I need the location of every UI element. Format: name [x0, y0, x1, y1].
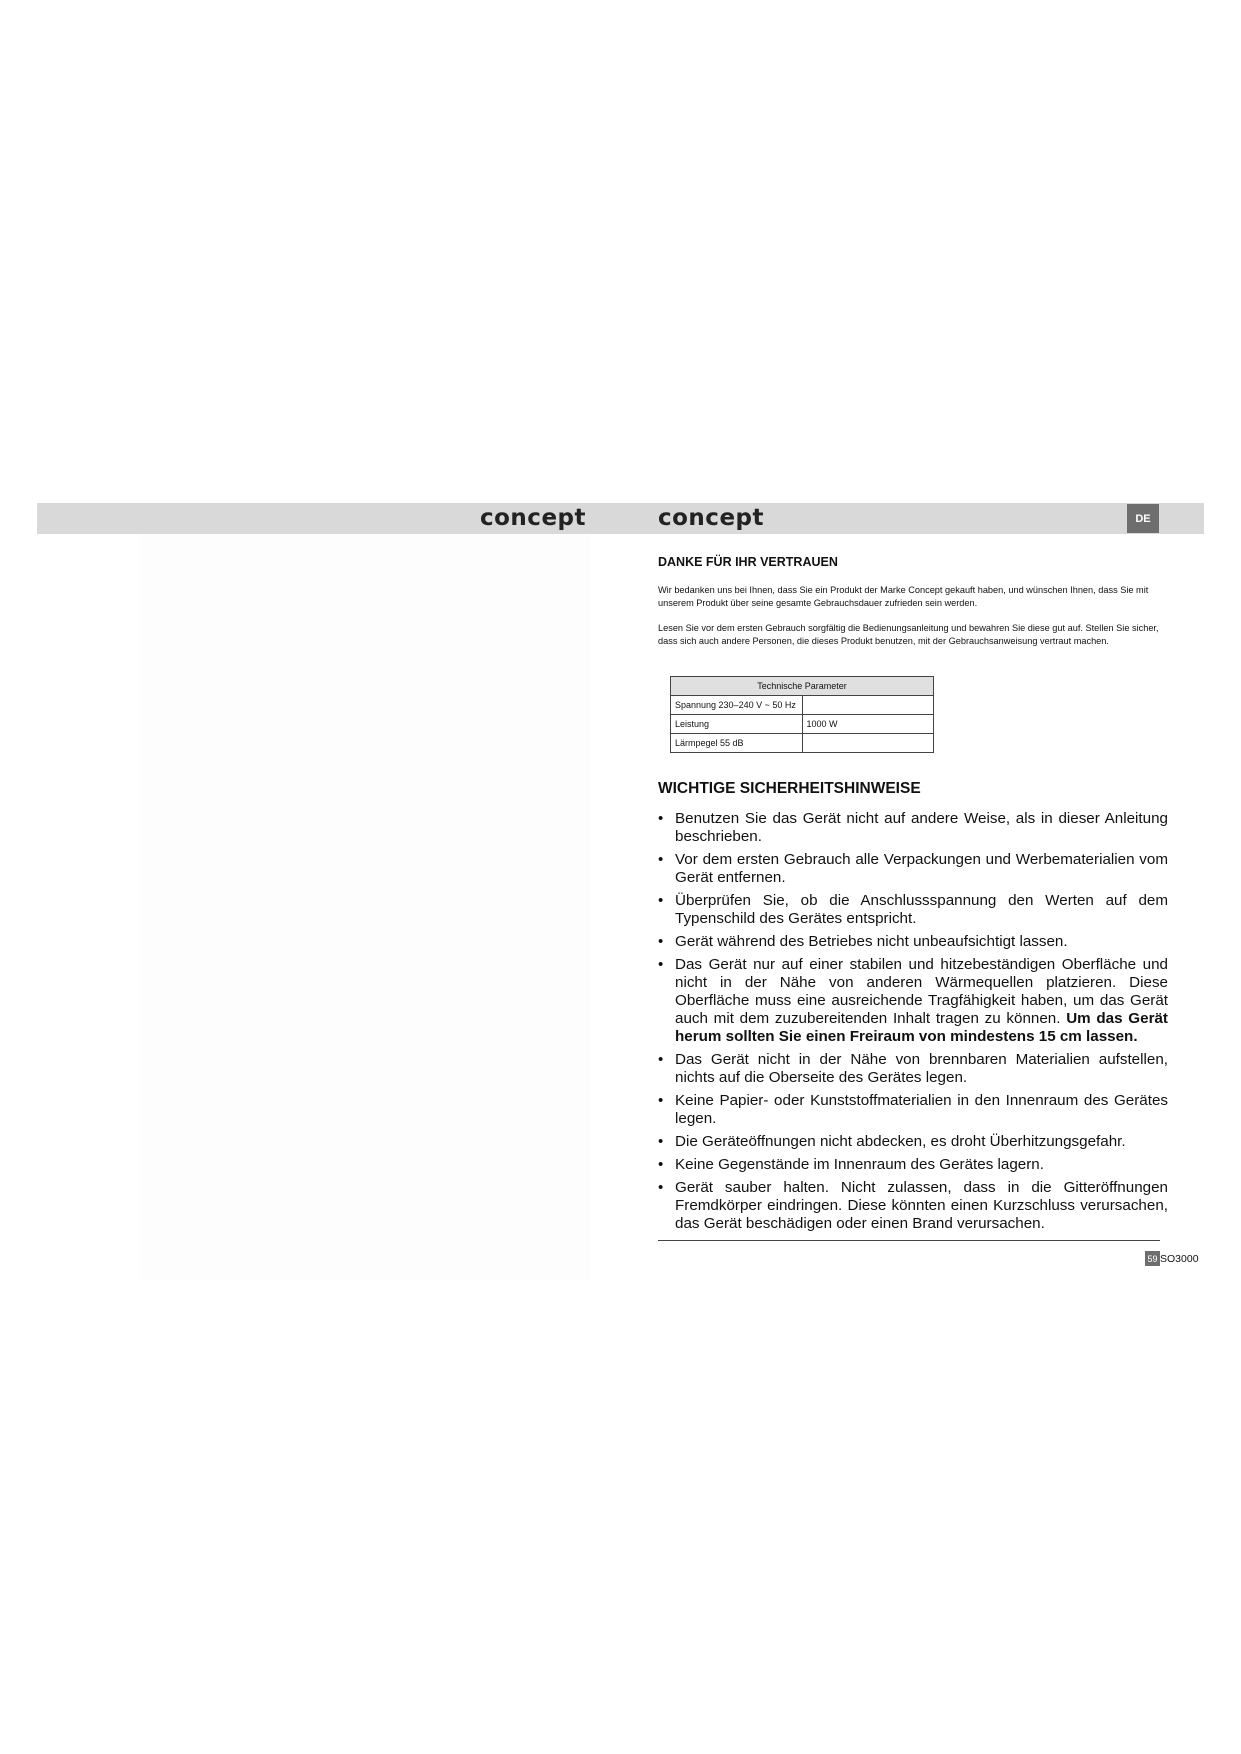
list-item	[658, 851, 1168, 887]
list-item	[658, 1179, 1168, 1233]
list-item-text: Die Geräteöffnungen nicht abdecken, es droht Überhitzungsgefahr.	[675, 1133, 1126, 1150]
table-row	[671, 715, 934, 734]
page-number-badge: 59	[1145, 1251, 1160, 1266]
list-item-text: Keine Papier- oder Kunststoffmaterialien in den Innenraum des Gerätes legen.	[675, 1092, 1168, 1127]
list-item	[658, 1051, 1168, 1087]
list-item-text: Gerät während des Betriebes nicht unbeaufsichtigt lassen.	[675, 933, 1068, 950]
list-item	[658, 1092, 1168, 1128]
list-item-text: Überprüfen Sie, ob die Anschlussspannung den Werten auf dem Typenschild des Gerätes entspricht.	[675, 892, 1168, 927]
table-cell: Lärmpegel 55 dB	[671, 734, 803, 753]
safety-heading: WICHTIGE SICHERHEITSHINWEISE	[658, 780, 921, 797]
table-title: Technische Parameter	[671, 677, 934, 696]
list-item-text: Gerät sauber halten. Nicht zulassen, dass in die Gitteröffnungen Fremdkörper eindringen. Diese könnten einen Kurzschluss verursachen, das Gerät beschädigen oder einen Brand verursachen.	[675, 1179, 1168, 1232]
list-item-text: Vor dem ersten Gebrauch alle Verpackungen und Werbematerialien vom Gerät entfernen.	[675, 851, 1168, 886]
safety-list	[658, 810, 1168, 1238]
list-item	[658, 1156, 1168, 1174]
brand-logo-left: concept	[480, 505, 587, 531]
intro-paragraph-2: Lesen Sie vor dem ersten Gebrauch sorgfältig die Bedienungsanleitung und bewahren Sie diese gut auf. Stellen Sie sicher, dass sich auch andere Personen, die dieses Produkt benutzen, mit der Gebrauchsanweisung vertraut machen.	[658, 623, 1159, 646]
bullet-icon: •	[658, 1092, 664, 1109]
bullet-icon: •	[658, 1133, 664, 1150]
bullet-icon: •	[658, 956, 664, 973]
blank-left-page	[140, 534, 590, 1280]
list-item	[658, 933, 1168, 951]
table-cell	[802, 734, 934, 753]
thanks-heading: DANKE FÜR IHR VERTRAUEN	[658, 555, 838, 569]
list-item-text: Das Gerät nicht in der Nähe von brennbaren Materialien aufstellen, nichts auf die Oberseite des Gerätes legen.	[675, 1051, 1168, 1086]
table-header-row	[671, 677, 934, 696]
bullet-icon: •	[658, 1051, 664, 1068]
list-item	[658, 1133, 1168, 1151]
bullet-icon: •	[658, 851, 664, 868]
list-item-text: Benutzen Sie das Gerät nicht auf andere Weise, als in dieser Anleitung beschrieben.	[675, 810, 1168, 845]
table-cell: Spannung 230–240 V ~ 50 Hz	[671, 696, 803, 715]
bullet-icon: •	[658, 1156, 664, 1173]
technical-parameters-table	[670, 676, 934, 753]
header-band	[37, 503, 1204, 534]
list-item-emphasis: Um das Gerät herum sollten Sie einen Freiraum von mindestens 15 cm lassen.	[675, 1010, 1168, 1045]
bullet-icon: •	[658, 933, 664, 950]
footer-divider	[658, 1240, 1160, 1241]
list-item	[658, 810, 1168, 846]
list-item	[658, 956, 1168, 1046]
table-cell: 1000 W	[802, 715, 934, 734]
bullet-icon: •	[658, 892, 664, 909]
language-badge: DE	[1127, 504, 1159, 533]
brand-logo-right: concept	[658, 505, 765, 531]
list-item	[658, 892, 1168, 928]
table-row	[671, 696, 934, 715]
bullet-icon: •	[658, 1179, 664, 1196]
table-cell: Leistung	[671, 715, 803, 734]
list-item-text: Das Gerät nur auf einer stabilen und hitzebeständigen Oberfläche und nicht in der Nähe von anderen Wärmequellen platzieren. Diese Oberfläche muss eine ausreichende Tragfähigkeit haben, um das Gerät auch mit dem zuzubereitenden Inhalt tragen zu können.	[675, 956, 1168, 1027]
intro-paragraph-1: Wir bedanken uns bei Ihnen, dass Sie ein Produkt der Marke Concept gekauft haben, und wünschen Ihnen, dass Sie mit unserem Produkt über seine gesamte Gebrauchsdauer zufrieden sein werden.	[658, 585, 1149, 608]
table-row	[671, 734, 934, 753]
bullet-icon: •	[658, 810, 664, 827]
table-cell	[802, 696, 934, 715]
model-code: SO3000	[1160, 1253, 1199, 1265]
list-item-text: Keine Gegenstände im Innenraum des Gerätes lagern.	[675, 1156, 1044, 1173]
